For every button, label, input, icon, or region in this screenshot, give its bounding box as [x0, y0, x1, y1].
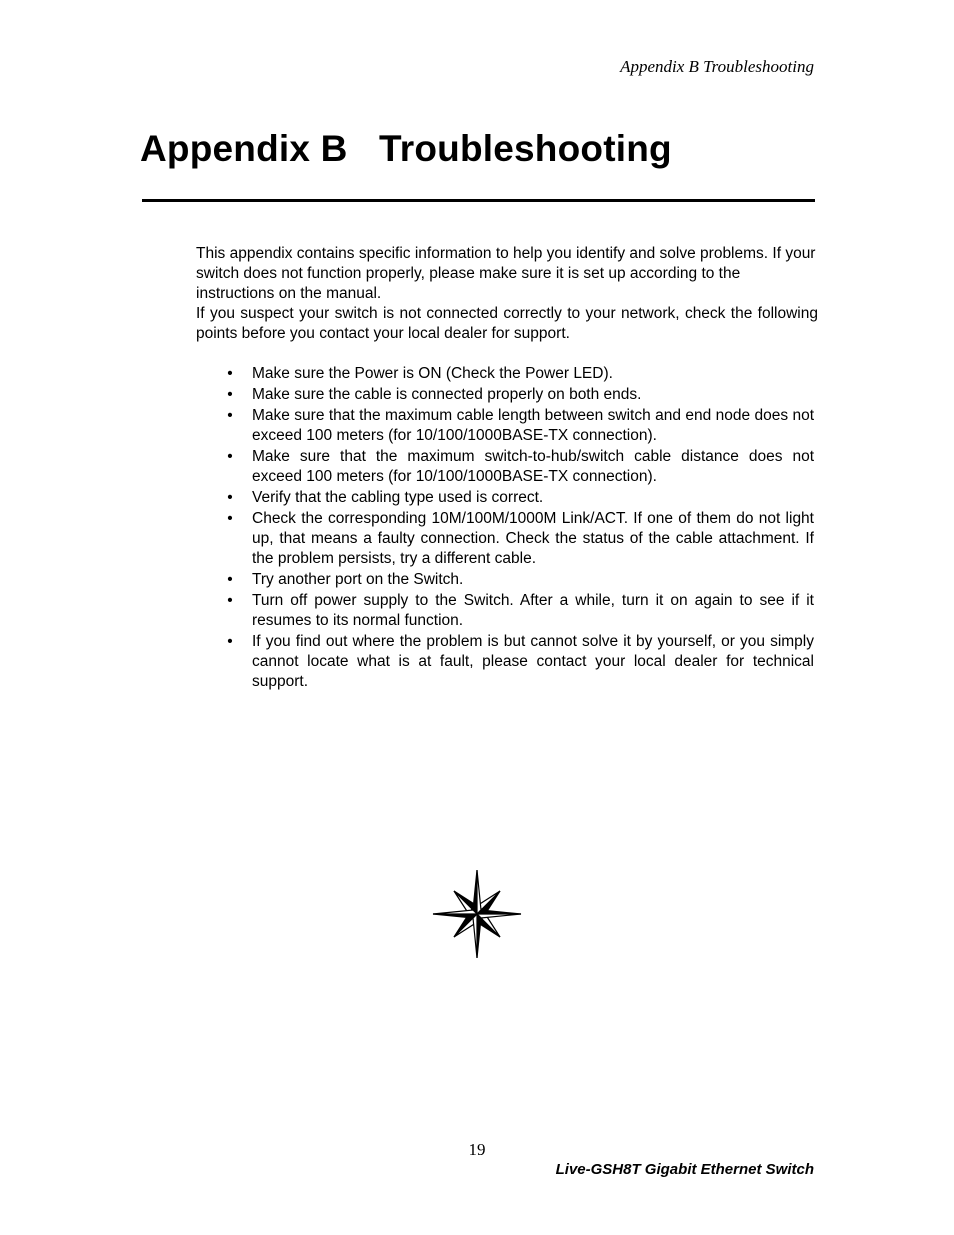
list-item — [196, 488, 814, 508]
chapter-title: Appendix B Troubleshooting — [140, 128, 672, 169]
bullet-icon: • — [227, 510, 233, 527]
list-item-text: If you find out where the problem is but cannot solve it by yourself, or you simply cannot locate what is at fault, please contact your local dealer for technical support. — [252, 633, 814, 690]
intro-paragraph-2: If you suspect your switch is not connected correctly to your network, check the following points before you contact your local dealer for support. — [196, 305, 818, 342]
intro-paragraph: This appendix contains specific information to help you identify and solve problems. If your switch does not function properly, please make sure it is set up according to the instructions on the manual. — [196, 245, 816, 302]
bullet-icon: • — [227, 489, 233, 506]
bullet-icon: • — [227, 448, 233, 465]
list-item-text: Verify that the cabling type used is correct. — [252, 489, 544, 506]
list-item-text: Try another port on the Switch. — [252, 571, 464, 588]
list-item — [196, 364, 814, 384]
list-item — [196, 509, 814, 569]
list-item — [196, 591, 814, 631]
bullet-icon: • — [227, 571, 233, 588]
list-item-text: Make sure the Power is ON (Check the Power LED). — [252, 365, 613, 382]
bullet-icon: • — [227, 407, 233, 424]
running-header: Appendix B Troubleshooting — [620, 57, 814, 76]
bullet-icon: • — [227, 592, 233, 609]
list-item — [196, 632, 814, 692]
bullet-icon: • — [227, 633, 233, 650]
bullet-icon: • — [227, 386, 233, 403]
list-item-text: Check the corresponding 10M/100M/1000M Link/ACT. If one of them do not light up, that means a faulty connection. Check the status of the cable attachment. If the problem persists, try a different cable. — [252, 510, 814, 567]
list-item — [196, 570, 814, 590]
list-item-text: Make sure the cable is connected properly on both ends. — [252, 386, 642, 403]
footer-product-title: Live-GSH8T Gigabit Ethernet Switch — [555, 1161, 814, 1178]
list-item-text: Turn off power supply to the Switch. After a while, turn it on again to see if it resumes to its normal function. — [252, 592, 814, 629]
title-rule — [142, 199, 815, 202]
troubleshooting-checklist — [196, 364, 814, 692]
page-number: 19 — [468, 1140, 486, 1159]
list-item-text: Make sure that the maximum cable length between switch and end node does not exceed 100 meters (for 10/100/1000BASE-TX connection). — [252, 407, 814, 444]
list-item — [196, 406, 814, 446]
compass-rose-icon — [432, 869, 522, 959]
list-item-text: Make sure that the maximum switch-to-hub/switch cable distance does not exceed 100 meters (for 10/100/1000BASE-TX connection). — [252, 448, 814, 485]
list-item — [196, 447, 814, 487]
body-content — [196, 244, 818, 693]
bullet-icon: • — [227, 365, 233, 382]
list-item — [196, 385, 814, 405]
